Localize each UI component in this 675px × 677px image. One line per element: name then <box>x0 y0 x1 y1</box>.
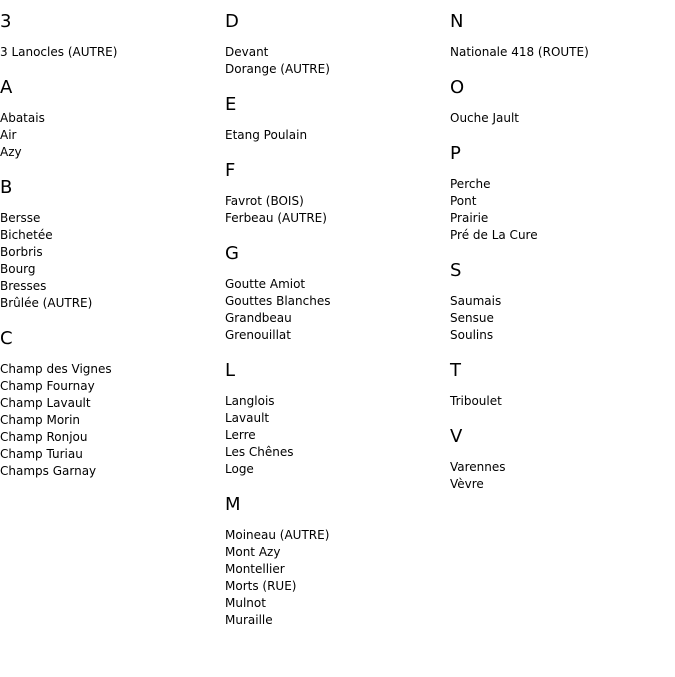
place-name-entry: Mont Azy <box>225 545 281 559</box>
letter-heading: N <box>450 11 464 32</box>
letter-group <box>225 495 445 629</box>
place-name-entry: Sensue <box>450 311 494 325</box>
place-name-entry: Goutte Amiot <box>225 277 306 291</box>
place-name-entry: Devant <box>225 45 269 59</box>
place-name-entry: Bourg <box>0 262 36 276</box>
index-column-3 <box>450 0 670 510</box>
place-name-entry: Pré de La Cure <box>450 228 538 242</box>
letter-group <box>450 144 670 244</box>
letter-group <box>225 12 445 78</box>
letter-heading: M <box>225 494 241 515</box>
place-name-entry: Air <box>0 128 17 142</box>
letter-heading: F <box>225 160 236 181</box>
letter-heading: E <box>225 94 237 115</box>
place-name-entry: Vèvre <box>450 477 484 491</box>
place-name-entry: Champs Garnay <box>0 464 97 478</box>
place-name-entry: Perche <box>450 177 491 191</box>
place-name-entry: Borbris <box>0 245 43 259</box>
place-name-entry: Triboulet <box>450 394 502 408</box>
letter-group <box>0 78 220 161</box>
letter-group <box>225 361 445 478</box>
letter-group <box>225 95 445 144</box>
place-name-entry: Soulins <box>450 328 494 342</box>
place-name-entry: Champ Fournay <box>0 379 95 393</box>
place-name-entry: Ouche Jault <box>450 111 519 125</box>
letter-heading: V <box>450 426 463 447</box>
place-name-entry: Loge <box>225 462 254 476</box>
place-name-entry: Morts (RUE) <box>225 579 297 593</box>
place-name-entry: Grenouillat <box>225 328 291 342</box>
place-name-entry: Ferbeau (AUTRE) <box>225 211 327 225</box>
letter-group <box>450 427 670 493</box>
letter-group <box>450 78 670 127</box>
place-name-entry: Azy <box>0 145 22 159</box>
place-name-entry: Saumais <box>450 294 502 308</box>
place-name-entry: Nationale 418 (ROUTE) <box>450 45 589 59</box>
place-name-entry: Favrot (BOIS) <box>225 194 304 208</box>
letter-heading: 3 <box>0 11 12 32</box>
letter-group <box>225 244 445 344</box>
place-name-entry: Grandbeau <box>225 311 292 325</box>
place-name-entry: Pont <box>450 194 477 208</box>
letter-heading: S <box>450 260 462 281</box>
place-name-entry: Dorange (AUTRE) <box>225 62 330 76</box>
letter-heading: C <box>0 328 13 349</box>
place-name-entry: Muraille <box>225 613 273 627</box>
place-name-entry: Champ Turiau <box>0 447 83 461</box>
place-name-entry: Les Chênes <box>225 445 294 459</box>
place-name-entry: Langlois <box>225 394 275 408</box>
letter-heading: T <box>450 360 461 381</box>
letter-heading: D <box>225 11 239 32</box>
place-name-entry: Lerre <box>225 428 256 442</box>
letter-heading: L <box>225 360 236 381</box>
index-column-2 <box>225 0 445 646</box>
place-name-entry: Bresses <box>0 279 47 293</box>
letter-group <box>0 178 220 312</box>
letter-group <box>450 361 670 410</box>
place-name-entry: Etang Poulain <box>225 128 308 142</box>
place-name-entry: Varennes <box>450 460 506 474</box>
letter-heading: P <box>450 143 461 164</box>
place-name-entry: Moineau (AUTRE) <box>225 528 330 542</box>
letter-heading: G <box>225 243 239 264</box>
place-name-entry: Champ Lavault <box>0 396 91 410</box>
letter-heading: B <box>0 177 13 198</box>
place-name-entry: Bichetée <box>0 228 53 242</box>
place-name-entry: Bersse <box>0 211 41 225</box>
place-name-entry: 3 Lanocles (AUTRE) <box>0 45 118 59</box>
letter-heading: A <box>0 77 13 98</box>
place-name-entry: Champ Morin <box>0 413 81 427</box>
place-name-entry: Champ des Vignes <box>0 362 112 376</box>
place-name-entry: Montellier <box>225 562 285 576</box>
place-name-entry: Prairie <box>450 211 489 225</box>
place-name-entry: Abatais <box>0 111 45 125</box>
place-name-entry: Champ Ronjou <box>0 430 88 444</box>
letter-heading: O <box>450 77 465 98</box>
letter-group <box>225 161 445 227</box>
place-name-entry: Mulnot <box>225 596 266 610</box>
place-name-entry: Lavault <box>225 411 270 425</box>
letter-group <box>450 261 670 344</box>
letter-group <box>0 329 220 480</box>
index-column-1 <box>0 0 220 497</box>
letter-group <box>0 12 220 61</box>
place-name-entry: Gouttes Blanches <box>225 294 331 308</box>
place-name-entry: Brûlée (AUTRE) <box>0 296 93 310</box>
letter-group <box>450 12 670 61</box>
